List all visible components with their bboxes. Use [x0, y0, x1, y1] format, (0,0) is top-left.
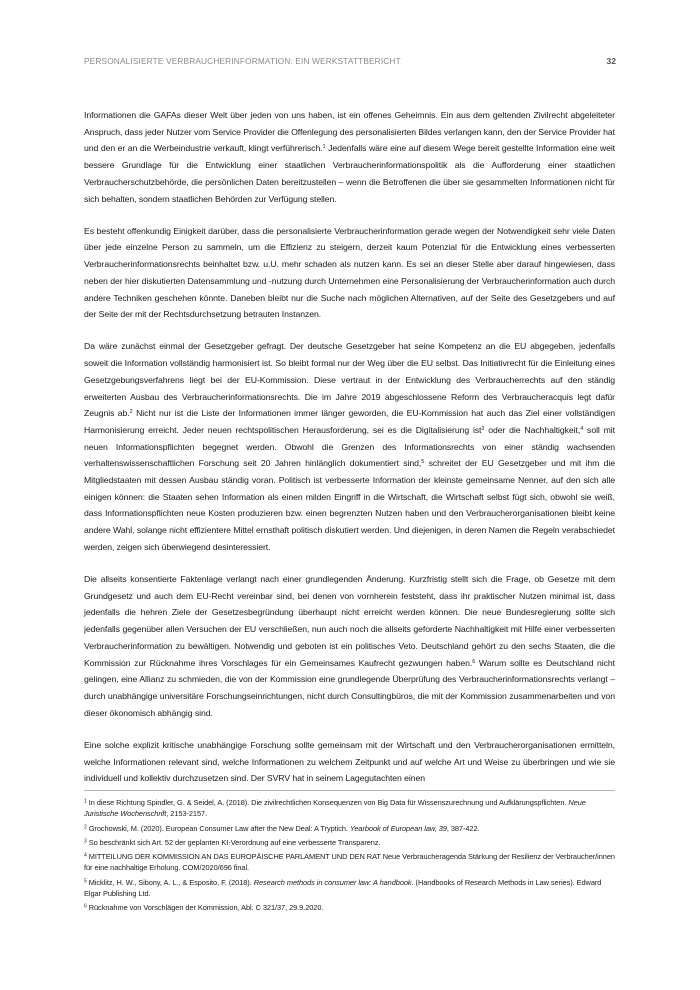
italic-text: Yearbook of European law, 39	[349, 823, 447, 833]
text-run: Micklitz, H. W., Sibony, A. L., & Esposito, F. (2018).	[86, 877, 254, 887]
footnote-number: 6	[84, 903, 87, 910]
body-paragraph	[84, 223, 615, 323]
footnote-ref: 4	[580, 425, 584, 432]
text-run: soll mit neuen Informationspflichten begegnet werden. Obwohl die Grenzen des Informationsrechts von einer ständig wachsenden verhaltenswissenschaftlichen Forschung seit 20 Jahren hinlänglich dokumentiert sind,	[84, 424, 615, 469]
footnote	[84, 851, 615, 874]
text-run: Grochowski, M. (2020). European Consumer Law after the New Deal: A Tryptich.	[86, 823, 350, 833]
text-run: In diese Richtung Spindler, G. & Seidel, A. (2018). Die zivilrechtlichen Konsequenzen von Big Data für Wissenszurechnung und Aufklärungspflichten.	[86, 798, 569, 807]
footnote-number: 1	[84, 798, 87, 805]
text-run: Eine solche explizit kritische unabhängige Forschung sollte gemeinsam mit der Wirtschaft und den Verbraucherorganisationen ermitteln, welche Informationen relevant sind, welche Informationen zu welchem Zeitpunkt und auf welche Art und Weise zu überbringen und wie sie individuell und kollektiv durchzusetzen sind. Der SVRV hat in seinem Lagegutachten einen	[84, 739, 615, 784]
text-run: So beschränkt sich Art. 52 der geplanten KI-Verordnung auf eine verbesserte Transparenz.	[86, 837, 381, 847]
text-run: schreitet der EU Gesetzgeber und mit ihm die Mitgliedstaaten mit dessen Ausbau ständig voran. Politisch ist verbesserte Information der kleinste gemeinsame Nenner, auf den sich alle einigen können: die Staaten sehen Information als einen milden Eingriff in die Wirtschaft, die Wirtschaft selbst fügt sich, obwohl sie weiß, dass Informationspflichten neue Kosten produzieren bzw. einen begrenzten Nutzen haben und den Verbraucherorganisationen bleibt keine andere Wahl, solange nicht effizientere Mittel ernsthaft politisch diskutiert werden. Und diejenigen, in deren Namen die Regeln verabschiedet werden, zeigen sich überwiegend desinteressiert.	[84, 458, 616, 552]
footnote-number: 3	[84, 838, 87, 845]
footnote	[84, 823, 615, 834]
body-paragraph	[84, 737, 615, 787]
text-run: Rücknahme von Vorschlägen der Kommission, Abl. C 321/37, 29.9.2020.	[86, 903, 324, 913]
text-run: Informationen die GAFAs dieser Welt über jeden von uns haben, ist ein offenes Geheimnis. Ein aus dem geltenden Zivilrecht abgeleiteter Anspruch, dass jeder Nutzer vom Service Provider die Offenlegung des personalisierten Bildes verlangen kann, den der Service Provider hat und den er an die Werbeindustrie verkauft, klingt verführerisch.	[84, 110, 615, 154]
footnote-number: 4	[84, 852, 87, 859]
text-run: Die allseits konsentierte Faktenlage verlangt nach einer grundlegenden Änderung. Kurzfristig stellt sich die Frage, ob Gesetze mit dem Grundgesetz und auch dem EU-Recht vereinbar sind, bei denen von vornherein feststeht, dass ihr praktischer Nutzen minimal ist, dass jedenfalls die hehren Ziele der Gesetzesbegründung überhaupt nicht erreicht werden können. Die neue Bundesregierung sollte sich jedenfalls gegenüber allen Versuchen der EU verschließen, nun auch noch die allseits geforderte Nachhaltigkeit mit Hilfe einer verbesserten Verbraucherinformation zu bewältigen. Notwendig und geboten ist ein politisches Veto. Deutschland gehört zu den sechs Staaten, die die Kommission zur Rücknahme ihres Vorschlages für ein Gemeinsames Kaufrecht gezwungen haben.	[84, 574, 615, 668]
footnote-ref: 2	[129, 409, 133, 416]
footnote-ref: 1	[322, 144, 326, 151]
text-run: Warum sollte es Deutschland nicht gelingen, eine Allianz zu schmieden, die von der Kommission eine grundlegende Überprüfung des Verbraucherinformationsrechts verlangt – durch unabhängige universitäre Forschungseinrichtungen, nicht durch Consultingbüros, die mit der Kommission zusammenarbeiten und von dieser ökonomisch abhängig sind.	[84, 657, 616, 718]
footnote-divider	[84, 790, 615, 791]
text-run: Nicht nur ist die Liste der Informationen immer länger geworden, die EU-Kommission hat auch das Ziel einer vollständigen Harmonisierung erreicht. Jeder neuen rechtspolitischen Herausforderung, sei es die Digitalisierung ist	[84, 408, 615, 435]
text-run: . (Handbooks of Research Methods in Law series). Edward Elgar Publishing Ltd.	[84, 877, 602, 899]
text-run: , 387-422.	[446, 823, 480, 833]
footnote-ref: 6	[472, 658, 476, 665]
page-number: 32	[606, 56, 616, 66]
footnote-number: 2	[84, 824, 87, 831]
footnote	[84, 877, 615, 900]
running-title: PERSONALISIERTE VERBRAUCHERINFORMATION: EIN WERKSTATTBERICHT	[84, 56, 401, 66]
footnote	[84, 902, 615, 913]
footnote-ref: 3	[481, 425, 485, 432]
text-run: MITTEILUNG DER KOMMISSION AN DAS EUROPÄISCHE PARLAMENT UND DEN RAT Neue Verbraucheragenda Stärkung der Resilienz der Verbraucher/innen für eine nachhaltige Erholung. COM/2020/696 final.	[84, 852, 615, 873]
text-run: Jedenfalls wäre eine auf diesem Wege bereit gestellte Information eine weit bessere Grundlage für die Entwicklung einer staatlichen Verbraucherinformationspolitik als die Aufforderung einer staatlichen Verbraucherschutzbehörde, die persönlichen Daten bereitzustellen – wenn die Betroffenen die über sie gesammelten Informationen nicht für sich behalten, sondern staatlichen Behörden zur Verfügung stellen.	[84, 143, 616, 204]
footnotes	[84, 797, 615, 917]
text-run: Da wäre zunächst einmal der Gesetzgeber gefragt. Der deutsche Gesetzgeber hat seine Kompetenz an die EU abgegeben, jedenfalls soweit die Information vollständig harmonisiert ist. So bleibt formal nur der Weg über die EU selbst. Das Initiativrecht für die Einleitung eines Gesetzgebungsverfahrens liegt bei der EU-Kommission. Diese vertraut in der Entwicklung des Verbraucherrechts auf den ständig erweiterten Ausbau des Verbraucherinformationsrechts. Die im Jahre 2019 abgeschlossene Reform des Verbraucheracquis legt dafür Zeugnis ab.	[84, 341, 615, 419]
italic-text: Research methods in consumer law: A handbook	[253, 877, 412, 887]
italic-text: Neue Juristische Wochenschrift	[84, 798, 586, 819]
body-paragraph	[84, 107, 615, 207]
body-paragraph	[84, 338, 615, 555]
footnote	[84, 797, 615, 820]
text-run: oder die Nachhaltigkeit,	[484, 424, 581, 435]
page-header	[84, 56, 616, 70]
main-text	[84, 107, 615, 803]
footnote-number: 5	[84, 878, 87, 885]
footnote	[84, 837, 615, 848]
footnote-ref: 5	[421, 459, 425, 466]
body-paragraph	[84, 571, 615, 721]
text-run: , 2153-2157.	[166, 809, 208, 819]
text-run: Es besteht offenkundig Einigkeit darüber, dass die personalisierte Verbraucherinformation gerade wegen der Notwendigkeit sehr viele Daten über jede einzelne Person zu sammeln, um die Effizienz zu steigern, derzeit kaum Potenzial für die Entwicklung eines verbesserten Verbraucherinformationsrechts beinhaltet bzw. u.U. mehr schaden als nutzen kann. Es sei an dieser Stelle aber darauf hingewiesen, dass neben der hier diskutierten Datensammlung und -nutzung durch Unternehmen eine Personalisierung der Verbraucherinformation auch durch andere Techniken geschehen könnte. Daneben bleibt nur die Suche nach möglichen Alternativen, auf der Seite des Gesetzgebers und auf der Seite der mit der Rechtsdurchsetzung betrauten Instanzen.	[84, 225, 615, 320]
